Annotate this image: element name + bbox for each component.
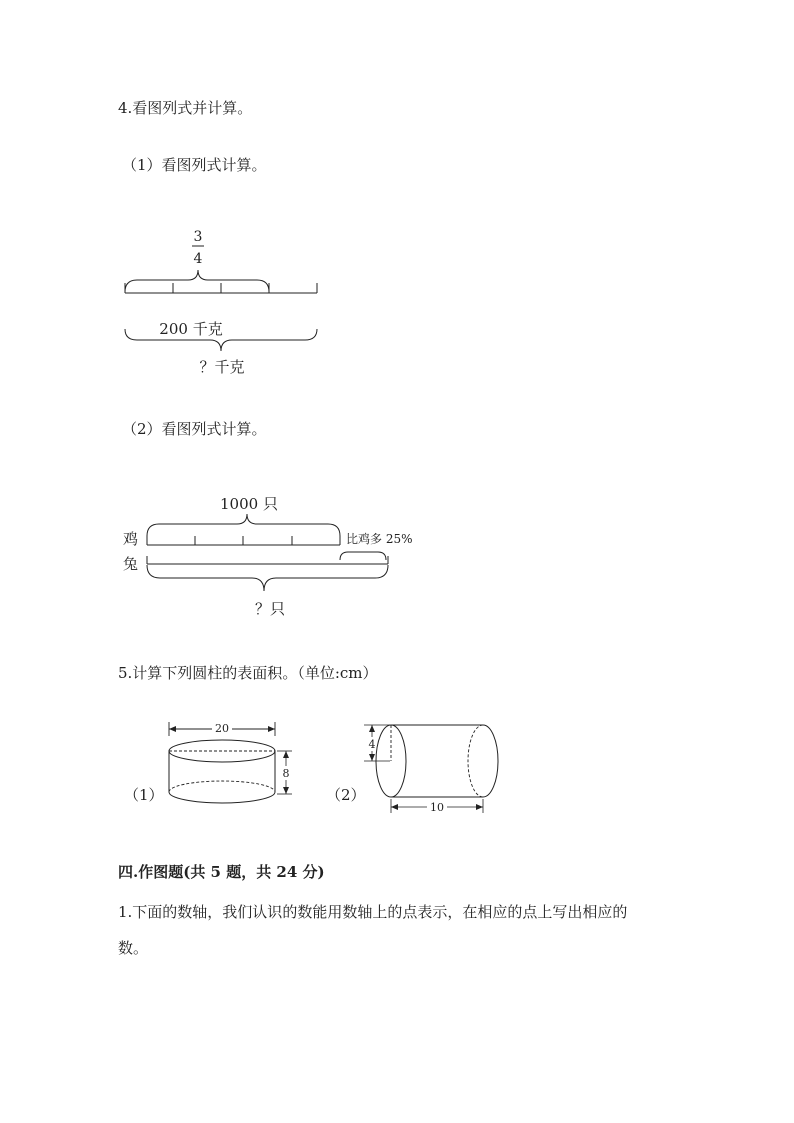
bottom-ellipse-back [169,781,275,792]
arrow-head [283,751,289,758]
length-label: 10 [430,801,444,814]
label-question: ？只 [254,600,286,618]
diameter-label: 20 [215,722,229,735]
right-ellipse-back [468,725,483,797]
label-chicken-count: 1000 只 [220,495,278,513]
q5-heading: 5.计算下列圆柱的表面积。（单位:cm） [118,664,378,682]
arrow-head [391,804,398,810]
row-label-rabbit: 兔 [123,555,139,573]
segment-diagram-1 [110,222,340,382]
arrow-head [268,726,275,732]
arrow-head [169,726,176,732]
right-ellipse-front [483,725,498,797]
q4-part2-label: （2）看图列式计算。 [122,420,267,438]
cylinder-2-index: （2） [326,786,366,804]
label-total: 200 千克 [159,320,223,338]
bottom-ellipse-front [169,792,275,803]
fraction-denominator: 4 [193,251,203,267]
radius-label: 4 [368,738,376,751]
row-label-chicken: 鸡 [123,530,139,548]
q4-part1-label: （1）看图列式计算。 [122,156,267,174]
cylinder-1-index: （1） [124,786,164,804]
arrow-head [369,725,375,732]
arrow-head [283,787,289,794]
section-4-title: 四.作图题(共 5 题，共 24 分) [118,863,325,881]
cylinder-1-figure [160,718,300,810]
height-label: 8 [282,767,290,780]
label-more: 比鸡多 25% [346,532,413,546]
section-4-q1-line1: 1.下面的数轴，我们认识的数能用数轴上的点表示，在相应的点上写出相应的 [118,903,628,921]
fraction-numerator: 3 [193,229,203,245]
q4-heading: 4.看图列式并计算。 [118,99,253,117]
chicken-brace [147,514,340,536]
arrow-head [369,754,375,761]
section-4-q1-line2: 数。 [118,939,149,957]
label-question: ？千克 [199,358,245,376]
cylinder-2-figure [360,718,510,818]
arrow-head [476,804,483,810]
extra-brace [340,552,386,560]
segment-diagram-2 [112,490,432,625]
total-brace [147,565,388,591]
top-brace [125,270,269,292]
